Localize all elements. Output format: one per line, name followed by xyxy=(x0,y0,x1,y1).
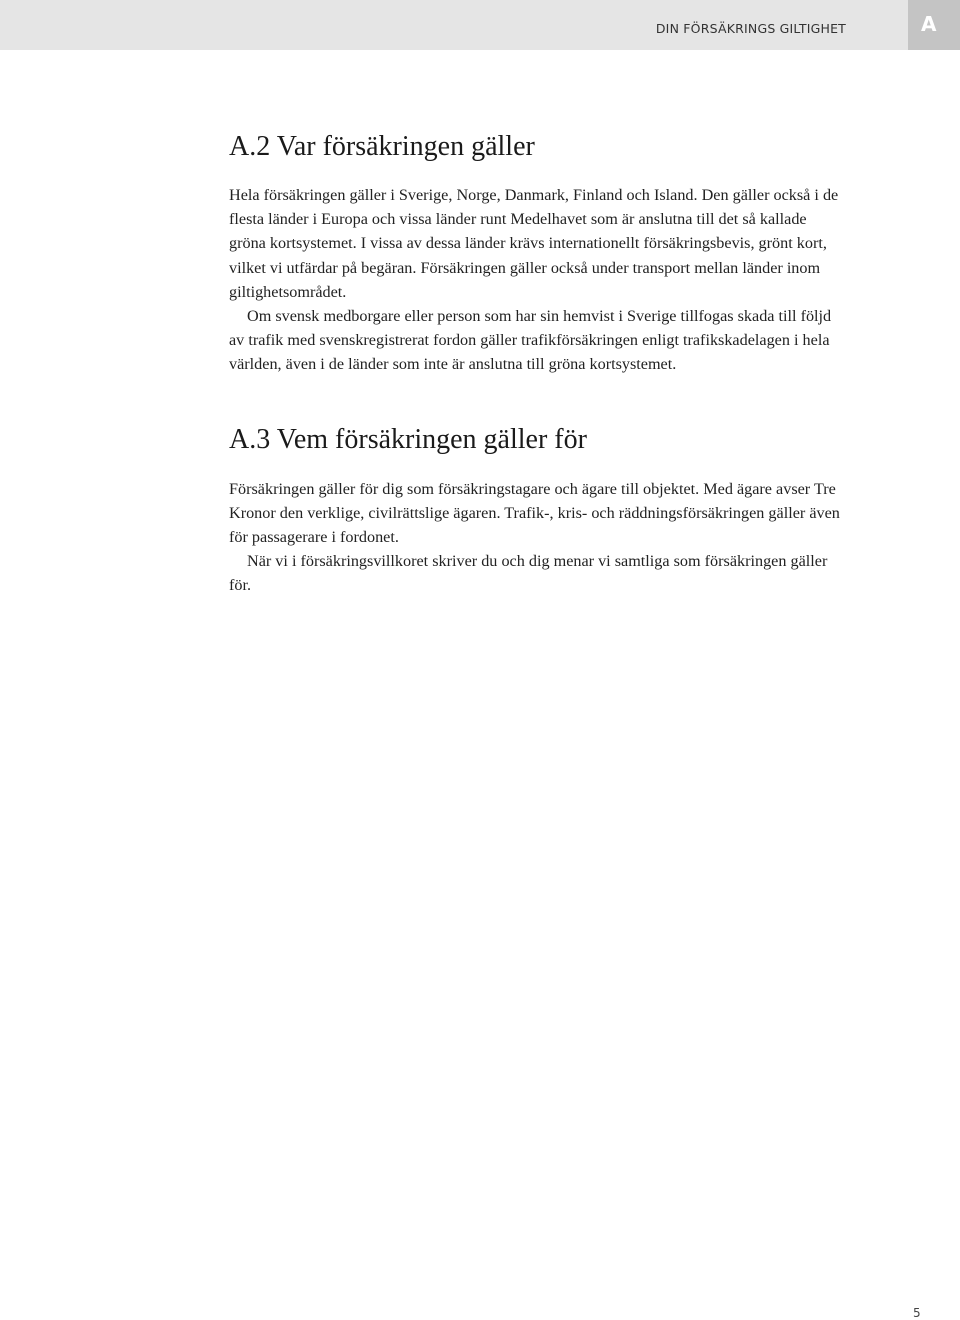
running-header-title: DIN FÖRSÄKRINGS GILTIGHET xyxy=(655,21,846,36)
section-a2-paragraph-1: Hela försäkringen gäller i Sverige, Norge, Danmark, Finland och Island. Den gäller också i de flesta länder i Europa och vissa länder runt Medelhavet som är anslutna till det så kallade gröna kortsystemet. I vissa av dessa länder krävs internationellt försäkringsbevis, grönt kort, vilket vi utfärdar på begäran. Försäkringen gäller också under transport mellan länder inom giltighetsområdet. xyxy=(229,186,839,301)
page-body xyxy=(229,127,845,598)
running-header xyxy=(0,0,960,50)
chapter-letter: A xyxy=(921,12,937,36)
page-number: 5 xyxy=(913,1306,921,1320)
chapter-tab xyxy=(908,0,960,50)
section-a3-heading: A.3 Vem försäkringen gäller för xyxy=(229,423,587,455)
section-a2 xyxy=(229,127,845,377)
section-a2-heading: A.2 Var försäkringen gäller xyxy=(229,131,535,162)
section-a2-paragraph-2: Om svensk medborgare eller person som har sin hemvist i Sverige tillfogas skada till följd av trafik med svenskregistrerat fordon gäller trafikförsäkringen enligt trafikskadelagen i hela världen, även i de länder som inte är anslutna till gröna kortsystemet. xyxy=(229,307,832,374)
section-a3 xyxy=(229,420,845,598)
section-a3-paragraph-1: Försäkringen gäller för dig som försäkringstagare och ägare till objektet. Med ägare avser Tre Kronor den verklige, civilrättslige ägaren. Trafik-, kris- och räddningsförsäkringen gäller även för passagerare i fordonet. xyxy=(229,479,840,547)
section-a3-paragraph-2: När vi i försäkringsvillkoret skriver du och dig menar vi samtliga som försäkringen gäller för. xyxy=(229,552,828,595)
